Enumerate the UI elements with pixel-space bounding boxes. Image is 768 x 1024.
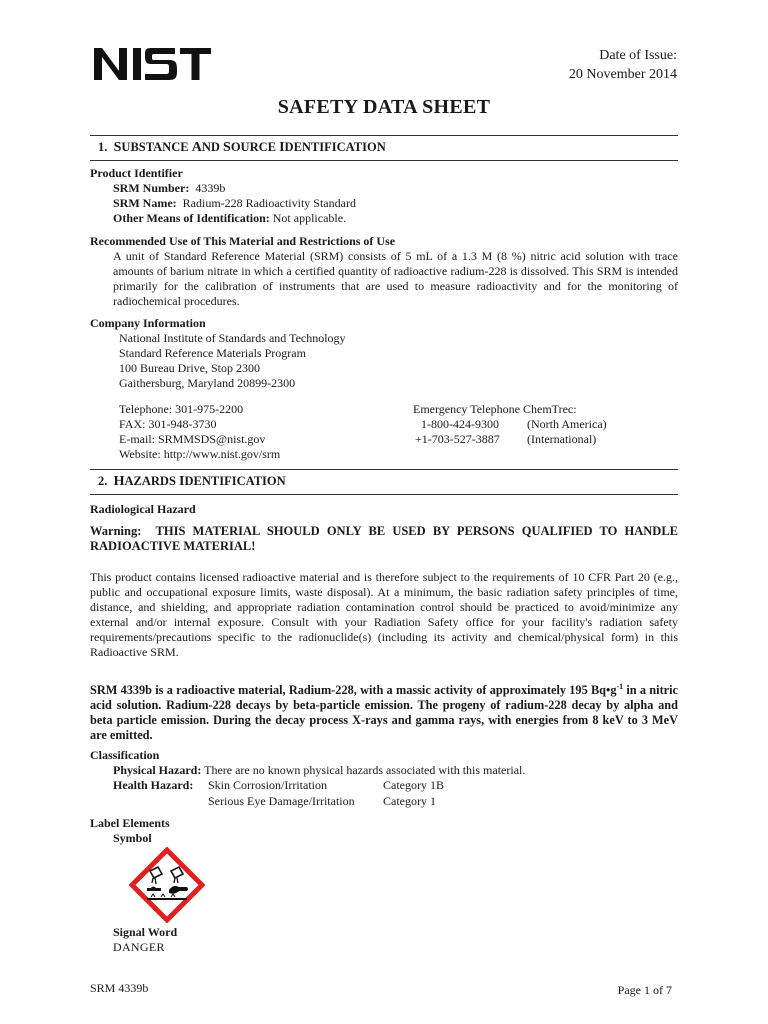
use-heading: Recommended Use of This Material and Restrictions of Use — [90, 234, 396, 248]
nist-logo — [92, 44, 212, 84]
section-2-heading: 2. HAZARDS IDENTIFICATION — [98, 474, 286, 489]
company-address: National Institute of Standards and Technology Standard Reference Materials Program 100 Bureau Drive, Stop 2300 Gaithersburg, Maryland 20899-2300 — [119, 331, 346, 390]
warning-text: Warning: THIS MATERIAL SHOULD ONLY BE USED BY PERSONS QUALIFIED TO HANDLE RADIOACTIVE MATERIAL! — [90, 524, 678, 553]
physical-hazard-row: Physical Hazard: There are no known physical hazards associated with this material. — [113, 763, 526, 777]
product-identifier-heading: Product Identifier — [90, 166, 183, 180]
activity-paragraph: SRM 4339b is a radioactive material, Radium-228, with a massic activity of approximately 195 $Bq•g^{-1}$ in a nitric acid solution. Radium-228 decays by beta-particle emission. The progeny of radium-228 decay by alpha and beta particle emission. During the decay process X-rays and gamma rays, with energies from 8 keV to 3 MeV are emitted. — [90, 681, 678, 742]
emergency-contacts: Emergency Telephone ChemTrec: 1-800-424-9300 (North America) +1-703-527-3887 (International) — [413, 402, 607, 446]
symbol-heading: Symbol — [113, 831, 152, 845]
srm-name: Radium-228 Radioactivity Standard — [182, 196, 356, 210]
contact-details — [119, 402, 280, 462]
section-2-title: HAZARDS IDENTIFICATION — [113, 474, 286, 489]
health-hazard-label: Health Hazard: — [113, 778, 194, 792]
page-number: Page 1 of 7 — [617, 983, 672, 997]
classification-heading: Classification — [90, 748, 160, 762]
fax: FAX: 301-948-3730 — [119, 417, 217, 431]
date-label: Date of Issue: — [599, 48, 677, 63]
signal-word: DANGER — [113, 940, 165, 954]
telephone: Telephone: 301-975-2200 — [119, 402, 244, 416]
divider — [90, 494, 678, 495]
corrosion-icon — [129, 847, 205, 923]
divider — [90, 469, 678, 470]
website-link[interactable]: Website: http://www.nist.gov/srm — [119, 447, 281, 461]
footer-srm: SRM 4339b — [90, 981, 149, 995]
health-hazard-name: Skin Corrosion/Irritation — [208, 778, 327, 792]
page-title: SAFETY DATA SHEET — [277, 96, 491, 118]
radiological-hazard-heading: Radiological Hazard — [90, 502, 196, 516]
company-heading: Company Information — [90, 316, 206, 330]
section-1-title: SUBSTANCE AND SOURCE IDENTIFICATION — [113, 140, 386, 155]
srm-name-row: SRM Name: Radium-228 Radioactivity Standard — [113, 196, 356, 210]
date-of-issue — [569, 46, 677, 84]
date-value: 20 November 2014 — [568, 67, 677, 82]
srm-number-row: SRM Number: 4339b — [113, 181, 226, 195]
health-hazard-name: Serious Eye Damage/Irritation — [208, 794, 355, 808]
label-elements-heading: Label Elements — [90, 816, 170, 830]
section-1-heading: 1. SUBSTANCE AND SOURCE IDENTIFICATION — [98, 140, 386, 155]
use-text: A unit of Standard Reference Material (SRM) consists of 5 mL of a 1.3 M (8 %) nitric acid solution with trace amounts of barium nitrate in which a certified quantity of radioactive radium-228 is dissolved. This SRM is intended primarily for the calibration of instruments that are used to measure radioactivity and for the monitoring of radiochemical procedures. — [113, 249, 678, 308]
health-hazard-category: Category 1 — [383, 794, 436, 808]
signal-word-heading: Signal Word — [113, 925, 178, 939]
emergency-label: Emergency Telephone ChemTrec: — [413, 402, 577, 416]
other-means-row: Other Means of Identification: Not applicable. — [113, 211, 347, 225]
divider — [90, 135, 678, 136]
divider — [90, 160, 678, 161]
licensing-paragraph: This product contains licensed radioactive material and is therefore subject to the requirements of 10 CFR Part 20 (e.g., public and occupational exposure limits, waste disposal). At a minimum, the basic radiation safety principles of time, distance, and shielding, and appropriate radiation contamination control should be practiced to avoid/minimize any external and/or internal exposure. Consult with your Radiation Safety office for your facility's radiation safety requirements/precautions specific to the radionuclide(s) (including its activity and chemical/physical form) in this Radioactive SRM. — [90, 570, 678, 659]
srm-number: 4339b — [195, 181, 226, 195]
email-link[interactable]: E-mail: SRMMSDS@nist.gov — [119, 432, 266, 446]
health-hazard-category: Category 1B — [383, 778, 444, 792]
